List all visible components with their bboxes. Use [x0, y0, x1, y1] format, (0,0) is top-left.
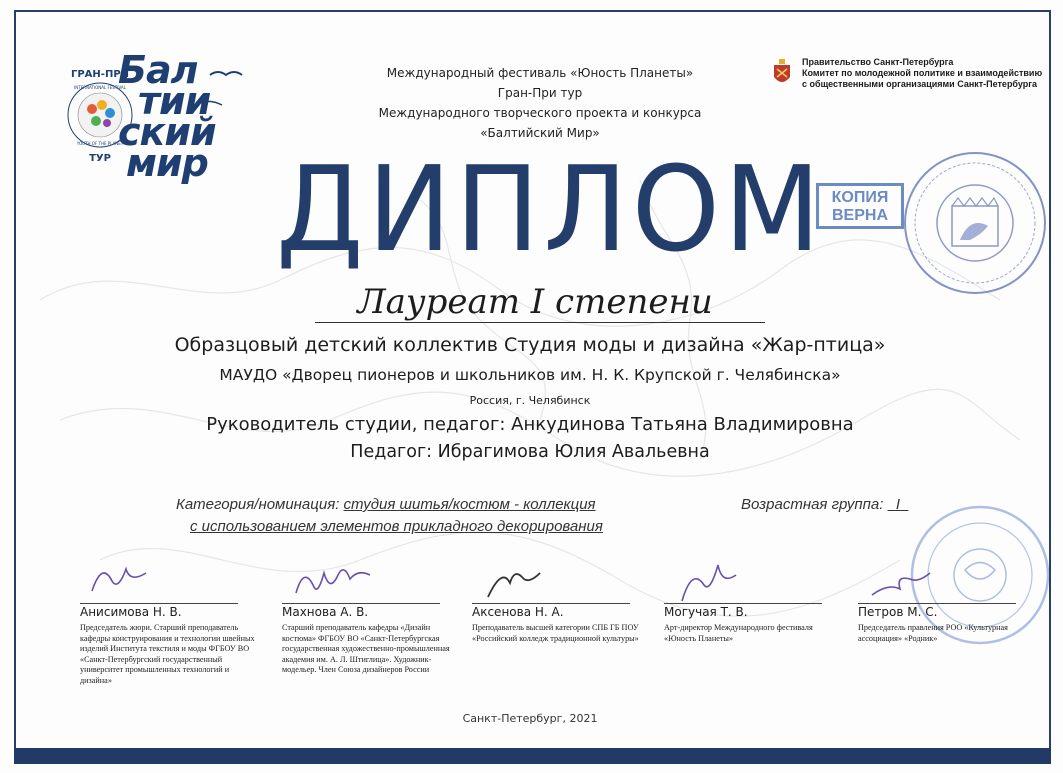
signatory-title: Председатель правления РОО «Культурная ассоциация» «Родник»: [858, 623, 1008, 643]
handwritten-signature: [672, 561, 752, 605]
signatory-title: Председатель жюри. Старший преподаватель кафедры конструирования и технологии швейных изделий Института текстиля и моды ФГБОУ ВО «Санкт-Петербургский государственный университет промышленных технологий и дизайна»: [80, 623, 255, 685]
place-and-year: Санкт-Петербург, 2021: [462, 712, 598, 725]
signatory-name: Аксенова Н. А.: [472, 605, 564, 619]
logo-inner-top: INTERNATIONAL FESTIVAL: [74, 85, 126, 90]
logo-line: тии: [138, 79, 211, 123]
stamp-line: ВЕРНА: [831, 207, 888, 224]
handwritten-signature: [866, 561, 946, 605]
signature-block: [858, 603, 1038, 644]
signatory-name: Могучая Т. В.: [664, 605, 748, 619]
government-line: Комитет по молодежной политике и взаимодействию: [802, 68, 1043, 78]
category-value-continued: с использованием элементов прикладного декорирования: [190, 518, 603, 535]
stamp-line: КОПИЯ: [831, 189, 889, 206]
teacher-name: Педагог: Ибрагимова Юлия Авальевна: [350, 442, 710, 462]
logo-inner-bottom: YOUTH OF THE PLANET: [76, 141, 124, 146]
handwritten-signature: [290, 561, 380, 601]
award-underline: [315, 322, 765, 323]
logo-line: ский: [118, 110, 216, 154]
age-group-line: [741, 496, 908, 513]
festival-header: [340, 63, 740, 143]
logo-line: мир: [126, 141, 208, 185]
logo-line: Бал: [118, 48, 198, 92]
signatory-name: Махнова А. В.: [282, 605, 369, 619]
header-line: Гран-При тур: [497, 86, 583, 100]
location: Россия, г. Челябинск: [469, 394, 591, 407]
collective-name: Образцовый детский коллектив Студия моды и дизайна «Жар-птица»: [174, 334, 886, 356]
official-round-seal: [900, 148, 1050, 298]
header-line: «Балтийский Мир»: [480, 126, 600, 140]
studio-leader: Руководитель студии, педагог: Анкудинова Татьяна Владимировна: [206, 414, 854, 435]
signatory-title: Преподаватель высшей категории СПБ ГБ ПОУ «Российский колледж традиционной культуры»: [472, 623, 639, 643]
signatory-name: Анисимова Н. В.: [80, 605, 182, 619]
signature-block: [282, 603, 462, 676]
logo-ring-bottom: ТУР: [89, 153, 111, 164]
institution-name: МАУДО «Дворец пионеров и школьников им. Н. К. Крупской г. Челябинска»: [219, 366, 841, 384]
category-line: [176, 496, 596, 513]
age-group-label: Возрастная группа:: [741, 496, 884, 513]
category-value: студия шитья/костюм - коллекция: [343, 496, 596, 513]
header-line: Международного творческого проекта и конкурса: [378, 106, 702, 120]
handwritten-signature: [88, 561, 158, 601]
government-line: Правительство Санкт-Петербурга: [802, 57, 954, 67]
signatory-title: Старший преподаватель кафедры «Дизайн костюма» ФГБОУ ВО «Санкт-Петербургская государственная художественно-промышленная академия им. А. Л. Штиглица». Художник-модельер. Член Союза дизайнеров России: [282, 623, 450, 674]
header-line: Международный фестиваль «Юность Планеты»: [386, 66, 694, 80]
signature-block: [80, 603, 260, 686]
diploma-title: ДИПЛОМ: [276, 141, 825, 279]
logo-ring-top: ГРАН-ПРИ: [70, 69, 130, 80]
bottom-border-band: [14, 748, 1051, 764]
logo-wordmark: [118, 48, 216, 185]
handwritten-signature: [480, 561, 560, 603]
award-level: Лауреат I степени: [357, 282, 713, 322]
age-group-value: I: [895, 496, 901, 513]
city-emblem-icon: [952, 198, 998, 246]
spb-coat-of-arms-icon: [772, 59, 792, 87]
signature-block: [664, 603, 844, 644]
signatory-name: Петров М. С.: [858, 605, 938, 619]
copy-verified-stamp: [816, 183, 904, 229]
signatory-title: Арт-директор Международного фестиваля «Юность Планеты»: [664, 623, 813, 643]
government-line: с общественными организациями Санкт-Петербурга: [802, 79, 1038, 89]
signature-block: [472, 603, 652, 644]
category-label: Категория/номинация:: [176, 496, 340, 513]
